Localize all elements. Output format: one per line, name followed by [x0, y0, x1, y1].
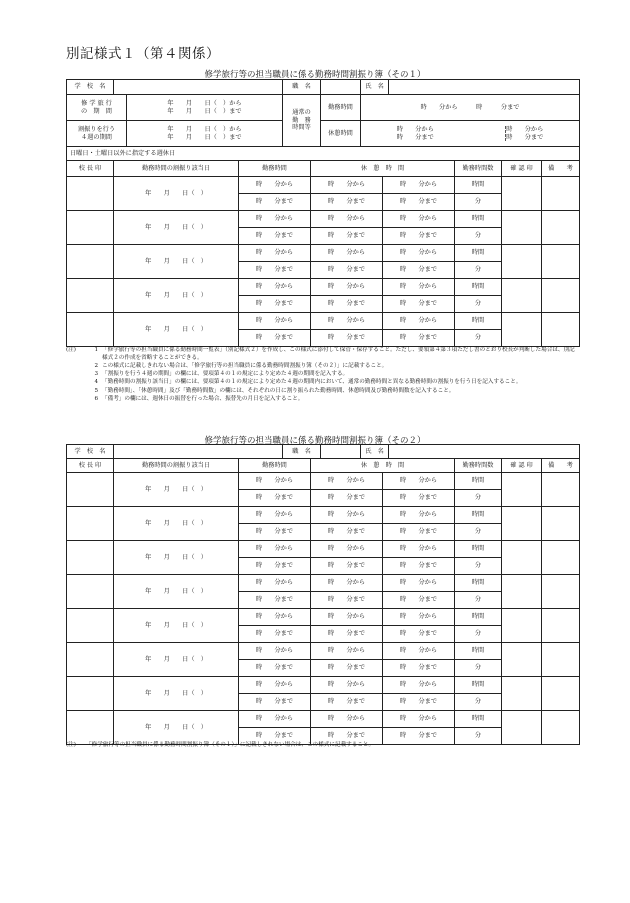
break2-cell[interactable]: 時 分から — [383, 211, 455, 228]
schedule-row-top — [67, 507, 580, 524]
form1-title: 修学旅行等の担当職員に係る勤務時間割振り簿（その１） — [204, 70, 426, 80]
work-time-cell[interactable]: 時 分から — [239, 177, 311, 194]
work-count-cell[interactable]: 分 — [455, 558, 502, 575]
work-time-cell[interactable]: 時 分まで — [239, 228, 311, 245]
post-label: 職 名 — [283, 445, 321, 459]
break2-cell[interactable]: 時 分まで — [383, 558, 455, 575]
remarks-cell[interactable] — [542, 211, 580, 245]
work-count-cell[interactable]: 分 — [455, 694, 502, 711]
note-mark — [66, 378, 86, 386]
work-count-cell[interactable]: 分 — [455, 330, 502, 347]
work-count-cell[interactable]: 時間 — [455, 279, 502, 296]
normal-hours-label: 通常の 勤 務 時間等 — [283, 95, 321, 147]
work-count-cell[interactable]: 時間 — [455, 677, 502, 694]
break1-cell[interactable]: 時 分まで — [311, 592, 383, 609]
break-hours-label: 休憩時間 — [321, 121, 361, 147]
note-item — [66, 387, 578, 395]
work-count-cell[interactable]: 分 — [455, 524, 502, 541]
work-count-cell[interactable]: 時間 — [455, 711, 502, 728]
note-mark — [66, 395, 86, 403]
principal-seal-cell[interactable] — [67, 643, 114, 677]
work-time-cell[interactable]: 時 分から — [239, 279, 311, 296]
remarks-cell[interactable] — [542, 507, 580, 541]
check-seal-cell[interactable] — [502, 575, 542, 609]
remarks-cell[interactable] — [542, 609, 580, 643]
trip-period-from: 年 月 日（ ）から — [167, 100, 242, 108]
swap-period-field[interactable] — [127, 121, 283, 147]
break-hours-header: 休 憩 時 間 — [311, 161, 455, 177]
check-seal-cell[interactable] — [502, 473, 542, 507]
work-hours-header: 勤務時間 — [239, 459, 311, 473]
work-time-cell[interactable]: 時 分から — [239, 711, 311, 728]
work-count-cell[interactable]: 分 — [455, 660, 502, 677]
note-mark: (注) — [66, 347, 76, 353]
break2-cell[interactable]: 時 分まで — [383, 626, 455, 643]
schedule-row-top — [67, 643, 580, 660]
note-text: この様式に記載しきれない場合は、「修学旅行等の担当職員に係る勤務時間割振り簿（その２）」に記載すること。 — [102, 363, 388, 370]
name-label: 氏 名 — [361, 80, 389, 95]
schedule-row-top — [67, 473, 580, 490]
note-item — [66, 741, 578, 749]
name-label: 氏 名 — [361, 445, 389, 459]
work-count-cell[interactable]: 時間 — [455, 507, 502, 524]
note-text: 「修学旅行等の担当職員に係る勤務時間一覧表」（別記様式２）を作成し、この様式に添付して保管・保存すること。ただし、要領第４第３項ただし書のとおり校長が判断した場合は、別記様式２の作成を省略することができる。 — [102, 347, 575, 362]
form2-schedule-table — [66, 458, 580, 745]
schedule-row-top — [67, 677, 580, 694]
note-mark: (注) — [66, 742, 76, 748]
swap-date-cell[interactable]: 年 月 日（ ） — [114, 507, 239, 541]
schedule-row-top — [67, 575, 580, 592]
break2-cell[interactable]: 時 分から — [383, 507, 455, 524]
check-seal-cell[interactable] — [502, 507, 542, 541]
swap-date-cell[interactable]: 年 月 日（ ） — [114, 177, 239, 211]
swap-date-cell[interactable]: 年 月 日（ ） — [114, 245, 239, 279]
break1-cell[interactable]: 時 分から — [311, 245, 383, 262]
work-time-cell[interactable]: 時 分まで — [239, 194, 311, 211]
note-number: 4 — [94, 379, 98, 386]
school-name-label: 学 校 名 — [67, 80, 114, 95]
work-count-cell[interactable]: 時間 — [455, 609, 502, 626]
break1-cell[interactable]: 時 分から — [311, 473, 383, 490]
swap-date-cell[interactable]: 年 月 日（ ） — [114, 473, 239, 507]
break2-cell[interactable]: 時 分から — [383, 313, 455, 330]
note-number: 6 — [94, 395, 98, 402]
work-time-cell[interactable]: 時 分から — [239, 211, 311, 228]
break2-cell[interactable]: 時 分から — [383, 177, 455, 194]
work-count-cell[interactable]: 時間 — [455, 541, 502, 558]
schedule-row-top — [67, 177, 580, 194]
note-text: 「修学旅行等の担当職員に係る勤務時間割振り簿（その１）」に記載しきれない場合は、この様式に記載すること。 — [86, 742, 375, 748]
break1-cell[interactable]: 時 分から — [311, 609, 383, 626]
swap-date-cell[interactable]: 年 月 日（ ） — [114, 313, 239, 347]
break-hours-field[interactable] — [361, 121, 580, 147]
work-hours-label: 勤務時間 — [321, 95, 361, 121]
work-time-cell[interactable]: 時 分から — [239, 507, 311, 524]
break1-cell[interactable]: 時 分まで — [311, 660, 383, 677]
work-time-cell[interactable]: 時 分まで — [239, 558, 311, 575]
principal-seal-cell[interactable] — [67, 473, 114, 507]
remarks-cell[interactable] — [542, 245, 580, 279]
remarks-cell[interactable] — [542, 677, 580, 711]
break2-cell[interactable]: 時 分から — [383, 541, 455, 558]
break-b — [505, 126, 543, 141]
principal-seal-cell[interactable] — [67, 711, 114, 745]
note-text: 「勤務時間」、「休憩時間」及び「勤務時間数」の欄には、それぞれの日に割り振られた勤務時間、休憩時間及び勤務時間数を記入すること。 — [102, 387, 455, 394]
principal-seal-cell[interactable] — [67, 211, 114, 245]
school-name-field[interactable] — [114, 445, 283, 459]
principal-seal-cell[interactable] — [67, 575, 114, 609]
break2-cell[interactable]: 時 分まで — [383, 660, 455, 677]
break-a-to: 時 分まで — [396, 133, 434, 141]
swap-date-cell[interactable]: 年 月 日（ ） — [114, 541, 239, 575]
work-hours-header: 勤務時間 — [239, 161, 311, 177]
break1-cell[interactable]: 時 分から — [311, 677, 383, 694]
schedule-row-top — [67, 609, 580, 626]
work-count-cell[interactable]: 分 — [455, 228, 502, 245]
remarks-cell[interactable] — [542, 279, 580, 313]
remarks-header: 備 考 — [542, 459, 580, 473]
swap-date-cell[interactable]: 年 月 日（ ） — [114, 609, 239, 643]
school-name-label: 学 校 名 — [67, 445, 114, 459]
work-count-cell[interactable]: 分 — [455, 592, 502, 609]
swap-date-cell[interactable]: 年 月 日（ ） — [114, 575, 239, 609]
break2-cell[interactable]: 時 分から — [383, 711, 455, 728]
break1-cell[interactable]: 時 分から — [311, 711, 383, 728]
swap-date-cell[interactable]: 年 月 日（ ） — [114, 279, 239, 313]
work-count-cell[interactable]: 時間 — [455, 575, 502, 592]
break1-cell[interactable]: 時 分まで — [311, 694, 383, 711]
break1-cell[interactable]: 時 分まで — [311, 490, 383, 507]
break-a — [397, 126, 434, 141]
trip-period-field[interactable] — [127, 95, 283, 121]
break1-cell[interactable]: 時 分まで — [311, 330, 383, 347]
work-count-cell[interactable]: 分 — [455, 296, 502, 313]
note-text: 「割振りを行う４週の期間」の欄には、要項第４の１の規定により定めた４週の期間を記入する。 — [102, 371, 349, 378]
form2-header-table — [66, 444, 580, 459]
work-count-cell[interactable]: 時間 — [455, 313, 502, 330]
schedule-row-top — [67, 541, 580, 558]
remarks-cell[interactable] — [542, 313, 580, 347]
remarks-cell[interactable] — [542, 643, 580, 677]
break1-cell[interactable]: 時 分から — [311, 575, 383, 592]
swap-period-to: 年 月 日（ ）まで — [167, 133, 242, 141]
work-count-cell[interactable]: 分 — [455, 194, 502, 211]
swap-date-cell[interactable]: 年 月 日（ ） — [114, 211, 239, 245]
work-time-cell[interactable]: 時 分まで — [239, 262, 311, 279]
check-seal-cell[interactable] — [502, 711, 542, 745]
work-time-cell[interactable]: 時 分まで — [239, 626, 311, 643]
principal-seal-cell[interactable] — [67, 609, 114, 643]
break1-cell[interactable]: 時 分から — [311, 313, 383, 330]
break2-cell[interactable]: 時 分まで — [383, 228, 455, 245]
form2-notes — [66, 741, 578, 749]
work-time-cell[interactable]: 時 分まで — [239, 592, 311, 609]
break1-cell[interactable]: 時 分まで — [311, 262, 383, 279]
break2-cell[interactable]: 時 分まで — [383, 330, 455, 347]
work-time-cell[interactable]: 時 分から — [239, 575, 311, 592]
swap-date-cell[interactable]: 年 月 日（ ） — [114, 643, 239, 677]
work-count-cell[interactable]: 分 — [455, 728, 502, 745]
work-time-cell[interactable]: 時 分まで — [239, 524, 311, 541]
note-item — [66, 378, 578, 386]
principal-seal-cell[interactable] — [67, 541, 114, 575]
notes-list — [66, 346, 578, 403]
check-seal-cell[interactable] — [502, 677, 542, 711]
page-heading: 別記様式１（第４関係） — [66, 46, 220, 62]
break-b-to: 時 分まで — [506, 133, 544, 141]
break2-cell[interactable]: 時 分まで — [383, 694, 455, 711]
work-time-cell[interactable]: 時 分から — [239, 541, 311, 558]
break1-cell[interactable]: 時 分まで — [311, 626, 383, 643]
principal-seal-cell[interactable] — [67, 677, 114, 711]
remarks-cell[interactable] — [542, 541, 580, 575]
break2-cell[interactable]: 時 分まで — [383, 592, 455, 609]
break2-cell[interactable]: 時 分まで — [383, 490, 455, 507]
remarks-cell[interactable] — [542, 711, 580, 745]
form1-schedule-table — [66, 160, 580, 347]
break2-cell[interactable]: 時 分まで — [383, 524, 455, 541]
remarks-header: 備 考 — [542, 161, 580, 177]
work-count-header: 勤務時間数 — [455, 459, 502, 473]
break1-cell[interactable]: 時 分から — [311, 507, 383, 524]
schedule-row-top — [67, 711, 580, 728]
break-a-from: 時 分から — [396, 126, 434, 134]
work-count-cell[interactable]: 分 — [455, 490, 502, 507]
work-count-cell[interactable]: 時間 — [455, 473, 502, 490]
work-time-cell[interactable]: 時 分から — [239, 677, 311, 694]
note-mark — [66, 362, 86, 370]
break2-cell[interactable]: 時 分まで — [383, 728, 455, 745]
work-count-header: 勤務時間数 — [455, 161, 502, 177]
break2-cell[interactable]: 時 分から — [383, 575, 455, 592]
break2-cell[interactable]: 時 分から — [383, 609, 455, 626]
check-seal-cell[interactable] — [502, 643, 542, 677]
form1-header-table — [66, 79, 580, 95]
break2-cell[interactable]: 時 分まで — [383, 296, 455, 313]
break1-cell[interactable]: 時 分まで — [311, 228, 383, 245]
break2-cell[interactable]: 時 分から — [383, 643, 455, 660]
break1-cell[interactable]: 時 分から — [311, 177, 383, 194]
note-number: 3 — [94, 371, 98, 378]
break1-cell[interactable]: 時 分まで — [311, 728, 383, 745]
check-seal-header: 確 認 印 — [502, 161, 542, 177]
note-number: 1 — [94, 347, 98, 353]
principal-seal-header: 校 長 印 — [67, 459, 114, 473]
school-name-field[interactable] — [114, 80, 283, 95]
remarks-cell[interactable] — [542, 473, 580, 507]
post-field[interactable] — [321, 445, 361, 459]
check-seal-cell[interactable] — [502, 279, 542, 313]
principal-seal-cell[interactable] — [67, 279, 114, 313]
swap-period-label: 割振りを行う ４週の期間 — [67, 121, 127, 147]
break-b-from: 時 分から — [506, 126, 544, 134]
break1-cell[interactable]: 時 分から — [311, 279, 383, 296]
work-count-cell[interactable]: 時間 — [455, 245, 502, 262]
note-item — [66, 346, 578, 362]
note-text: 「勤務時間の割振り該当日」の欄には、要項第４の１の規定により定めた４週の期間内において、通常の勤務時間と異なる勤務時間の割振りを行う日を記入すること。 — [102, 379, 522, 386]
work-time-cell[interactable]: 時 分から — [239, 643, 311, 660]
swap-date-header: 勤務時間の割振り該当日 — [114, 459, 239, 473]
break1-cell[interactable]: 時 分から — [311, 211, 383, 228]
principal-seal-header: 校 長 印 — [67, 161, 114, 177]
holiday-label: 日曜日・土曜日以外に指定する週休日 — [67, 147, 580, 161]
post-field[interactable] — [321, 80, 361, 95]
note-item — [66, 395, 578, 403]
work-count-cell[interactable]: 分 — [455, 626, 502, 643]
break1-cell[interactable]: 時 分まで — [311, 558, 383, 575]
break2-cell[interactable]: 時 分から — [383, 677, 455, 694]
break2-cell[interactable]: 時 分から — [383, 279, 455, 296]
check-seal-cell[interactable] — [502, 313, 542, 347]
break1-cell[interactable]: 時 分まで — [311, 194, 383, 211]
name-field[interactable] — [389, 80, 580, 95]
schedule-row-top — [67, 313, 580, 330]
work-time-cell[interactable]: 時 分まで — [239, 296, 311, 313]
work-time-cell[interactable]: 時 分から — [239, 245, 311, 262]
check-seal-cell[interactable] — [502, 177, 542, 211]
principal-seal-cell[interactable] — [67, 507, 114, 541]
check-seal-header: 確 認 印 — [502, 459, 542, 473]
break1-cell[interactable]: 時 分まで — [311, 524, 383, 541]
form2-title: 修学旅行等の担当職員に係る勤務時間割振り簿（その２） — [204, 436, 426, 446]
note-number: 5 — [94, 387, 98, 394]
schedule-row-top — [67, 279, 580, 296]
break1-cell[interactable]: 時 分まで — [311, 296, 383, 313]
work-time-cell[interactable]: 時 分まで — [239, 728, 311, 745]
break2-cell[interactable]: 時 分まで — [383, 194, 455, 211]
note-text: 「備考」の欄には、週休日の振替を行った場合、振替先の月日を記入すること。 — [102, 395, 304, 402]
trip-period-to: 年 月 日（ ）まで — [167, 107, 242, 115]
work-time-cell[interactable]: 時 分まで — [239, 694, 311, 711]
work-count-cell[interactable]: 分 — [455, 262, 502, 279]
principal-seal-cell[interactable] — [67, 313, 114, 347]
swap-date-header: 勤務時間の割振り該当日 — [114, 161, 239, 177]
work-time-cell[interactable]: 時 分から — [239, 473, 311, 490]
check-seal-cell[interactable] — [502, 245, 542, 279]
remarks-cell[interactable] — [542, 575, 580, 609]
schedule-row-top — [67, 211, 580, 228]
work-count-cell[interactable]: 時間 — [455, 643, 502, 660]
remarks-cell[interactable] — [542, 177, 580, 211]
swap-date-cell[interactable]: 年 月 日（ ） — [114, 711, 239, 745]
break2-cell[interactable]: 時 分から — [383, 473, 455, 490]
work-count-cell[interactable]: 時間 — [455, 211, 502, 228]
check-seal-cell[interactable] — [502, 541, 542, 575]
note-mark — [66, 370, 86, 378]
work-time-cell[interactable]: 時 分から — [239, 313, 311, 330]
check-seal-cell[interactable] — [502, 609, 542, 643]
work-time-cell[interactable]: 時 分まで — [239, 490, 311, 507]
break2-cell[interactable]: 時 分から — [383, 245, 455, 262]
swap-period-from: 年 月 日（ ）から — [167, 126, 242, 134]
break-hours-header: 休 憩 時 間 — [311, 459, 455, 473]
break2-cell[interactable]: 時 分まで — [383, 262, 455, 279]
principal-seal-cell[interactable] — [67, 245, 114, 279]
note-item — [66, 370, 578, 378]
trip-period-label: 修 学 旅 行 の 期 間 — [67, 95, 127, 121]
swap-date-cell[interactable]: 年 月 日（ ） — [114, 677, 239, 711]
work-time-cell[interactable]: 時 分まで — [239, 660, 311, 677]
break1-cell[interactable]: 時 分から — [311, 541, 383, 558]
post-label: 職 名 — [283, 80, 321, 95]
note-number: 2 — [94, 363, 98, 370]
principal-seal-cell[interactable] — [67, 177, 114, 211]
work-time-cell[interactable]: 時 分まで — [239, 330, 311, 347]
form1-notes — [66, 346, 578, 403]
break1-cell[interactable]: 時 分から — [311, 643, 383, 660]
schedule-row-top — [67, 245, 580, 262]
name-field[interactable] — [389, 445, 580, 459]
work-hours-field[interactable]: 時 分から 時 分まで — [361, 95, 580, 121]
form1-period-table — [66, 94, 580, 161]
note-mark — [66, 387, 86, 395]
work-count-cell[interactable]: 時間 — [455, 177, 502, 194]
note-item — [66, 362, 578, 370]
work-time-cell[interactable]: 時 分から — [239, 609, 311, 626]
check-seal-cell[interactable] — [502, 211, 542, 245]
